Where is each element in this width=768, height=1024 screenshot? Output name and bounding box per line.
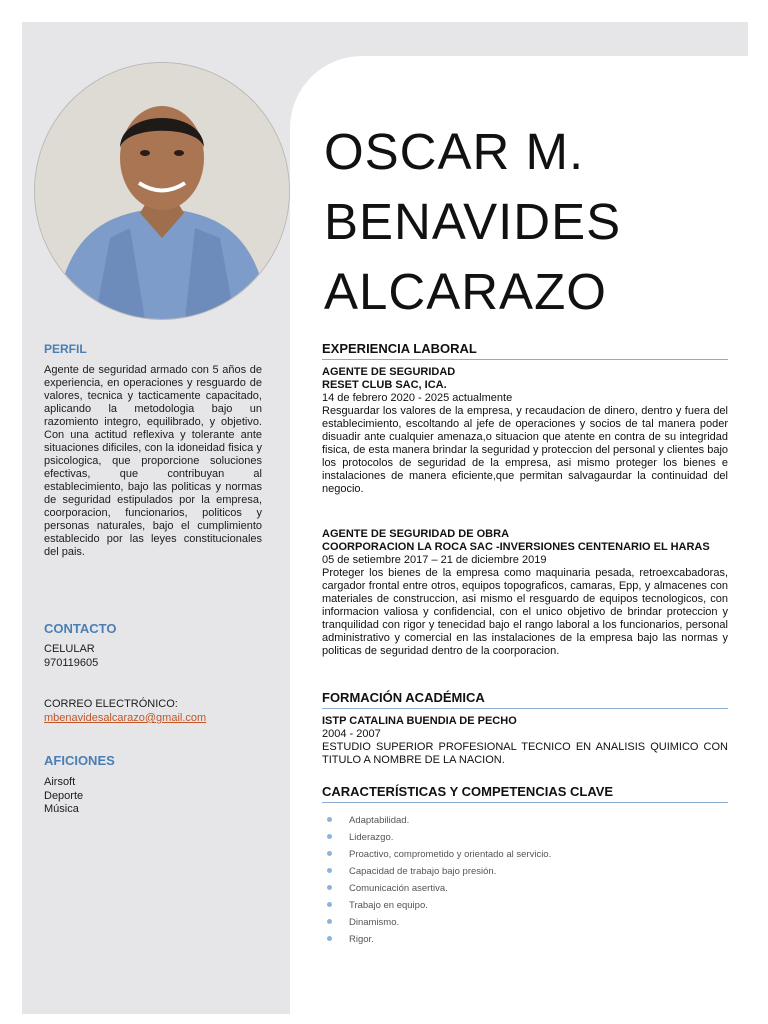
skill-item: Adaptabilidad. xyxy=(322,812,728,829)
job-description: Proteger los bienes de la empresa como maquinaria pesada, retroexcabadoras, cargador frontal entre otros, equipos topograficos, camaras, Epp, y almacenes con materiales de construccion, asi mismo el resguardo de equipos tecnologicos, con informacion valiosa y confidencial, con el unico objetivo de brindar proteccion y tranquilidad con rigor y tenecidad bajo el rango laboral a los funcionarios, personal administrativo y comercial en las instalaciones de la empresa bajo las normas y politicas de seguridad dentro de la coorporacion. xyxy=(322,567,728,657)
job-role: AGENTE DE SEGURIDAD DE OBRA xyxy=(322,528,510,540)
formacion-heading: FORMACIÓN ACADÉMICA xyxy=(322,690,728,709)
hobby-item: Deporte xyxy=(44,790,84,802)
email-link[interactable]: mbenavidesalcarazo@gmail.com xyxy=(44,712,207,724)
degree-text: ESTUDIO SUPERIOR PROFESIONAL TECNICO EN ANALISIS QUIMICO CON TITULO A NOMBRE DE LA NACION. xyxy=(322,741,728,766)
profile-photo xyxy=(34,62,290,320)
job-dates: 14 de febrero 2020 - 2025 actualmente xyxy=(322,392,513,404)
contacto-heading: CONTACTO xyxy=(44,621,117,636)
experiencia-heading: EXPERIENCIA LABORAL xyxy=(322,341,728,360)
job-company: RESET CLUB SAC, ICA. xyxy=(322,379,447,391)
job-company: COORPORACION LA ROCA SAC -INVERSIONES CENTENARIO EL HARAS xyxy=(322,541,710,553)
name-line-1: OSCAR M. xyxy=(324,123,585,180)
hobby-item: Airsoft xyxy=(44,776,76,788)
email-label: CORREO ELECTRÓNICO: xyxy=(44,698,178,710)
school-years: 2004 - 2007 xyxy=(322,728,381,740)
skill-item: Capacidad de trabajo bajo presión. xyxy=(322,863,728,880)
job-dates: 05 de setiembre 2017 – 21 de diciembre 2019 xyxy=(322,554,547,566)
name-line-3: ALCARAZO xyxy=(324,263,607,320)
job-role: AGENTE DE SEGURIDAD xyxy=(322,366,456,378)
aficiones-heading: AFICIONES xyxy=(44,753,115,768)
hobby-item: Música xyxy=(44,803,79,815)
phone-label: CELULAR xyxy=(44,643,95,655)
competencias-list xyxy=(322,812,728,948)
top-band xyxy=(22,22,748,56)
skill-item: Liderazgo. xyxy=(322,829,728,846)
skill-item: Proactivo, comprometido y orientado al servicio. xyxy=(322,846,728,863)
skill-item: Rigor. xyxy=(322,931,728,948)
skill-item: Comunicación asertiva. xyxy=(322,880,728,897)
skill-item: Trabajo en equipo. xyxy=(322,897,728,914)
perfil-text: Agente de seguridad armado con 5 años de experiencia, en operaciones y resguardo de valores, tecnica y tacticamente capacitado, aplicando la metodologia bajo un razomiento integro, equilibrado, y objetivo. Con una actitud reflexiva y tolerante ante situaciones dificiles, con la idoneidad fisica y psicologica, que proporcione soluciones efectivas, que contribuyan al establecimiento, bajo las politicas y normas de seguridad estipulados por la empresa, coorporacion, funcionarios, politicos y personas naturales, bajo el cumplimiento establecido por las leyes constitucionales del pais. xyxy=(44,364,262,558)
phone-number: 970119605 xyxy=(44,657,99,669)
name-line-2: BENAVIDES xyxy=(324,193,622,250)
skill-item: Dinamismo. xyxy=(322,914,728,931)
school-name: ISTP CATALINA BUENDIA DE PECHO xyxy=(322,715,517,727)
perfil-heading: PERFIL xyxy=(44,342,87,356)
competencias-heading: CARACTERÍSTICAS Y COMPETENCIAS CLAVE xyxy=(322,784,728,803)
job-description: Resguardar los valores de la empresa, y recaudacion de dinero, dentro y fuera del establecimiento, escoltando al jefe de operaciones y socios de tal manera poder disuadir ante cualquier amenaza,o situacion que atente en contra de su integridad fisica, de esta manera brindar la seguridad y proteccion del personal y clientes bajo los protocolos de seguridad de la empresa, asi mismo proteger los bienes e instalaciones de manera eficiente,que permitan salvagaurdar la continuidad del negocio. xyxy=(322,405,729,495)
